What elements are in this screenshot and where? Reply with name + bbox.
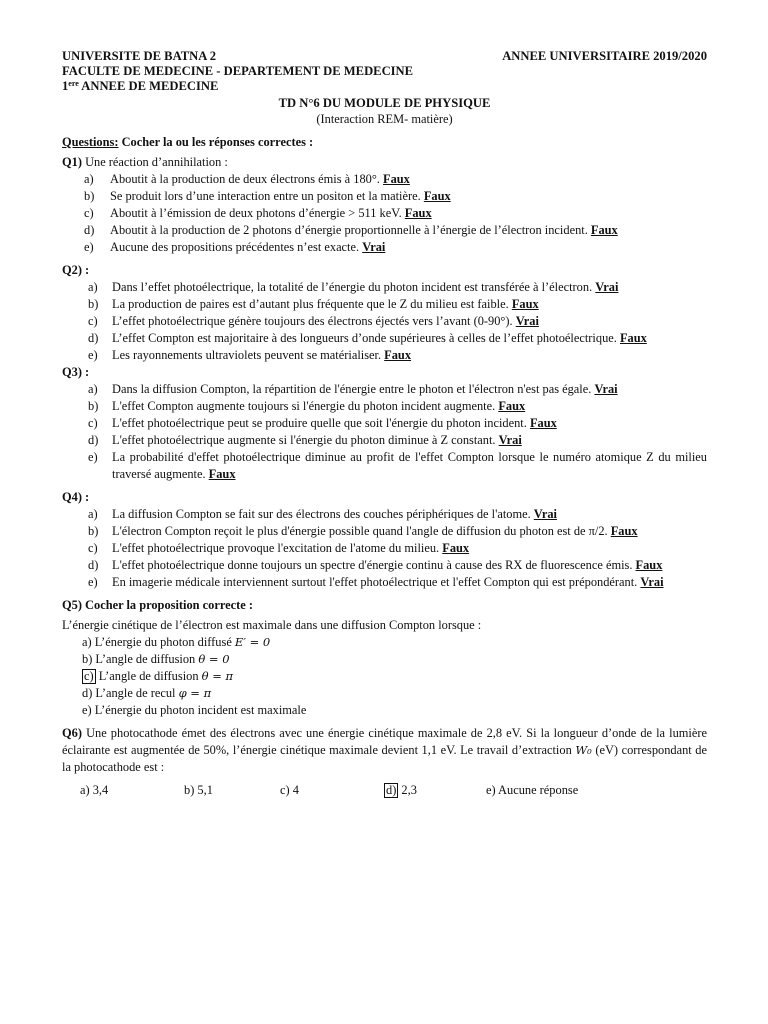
question-1-option-a: a) Aboutit à la production de deux électrons émis à 180°. Faux (84, 172, 410, 186)
question-6-options (62, 782, 707, 799)
faculty-name: FACULTE DE MEDECINE - DEPARTEMENT DE MEDECINE (62, 64, 414, 78)
document-subtitle: (Interaction REM- matière) (316, 112, 453, 126)
question-5-intro: L’énergie cinétique de l’électron est maximale dans une diffusion Compton lorsque : (62, 618, 482, 632)
university-name: UNIVERSITE DE BATNA 2 (62, 49, 217, 63)
question-5-option-e: e) L’énergie du photon incident est maximale (82, 703, 307, 717)
question-4-option-e: e) En imagerie médicale interviennent surtout l'effet photoélectrique et l'effet Compton qui est prépondérant. Vrai (88, 575, 664, 589)
question-4-options (62, 506, 707, 591)
question-1-option-d: d) Aboutit à la production de 2 photons d’énergie proportionnelle à l’énergie de l’électron incident. Faux (84, 223, 618, 237)
question-5-option-d: d) L’angle de recul φ = π (82, 686, 212, 700)
questions-body (62, 134, 707, 799)
selected-answer-box: c) (84, 669, 94, 683)
question-4-option-b: b) L'électron Compton reçoit le plus d'énergie possible quand l'angle de diffusion du photon est de π/2. Faux (88, 524, 638, 538)
question-5-option-a: a) L’énergie du photon diffusé E′ = 0 (82, 635, 271, 649)
question-2-options (62, 279, 707, 364)
document-header (62, 49, 707, 94)
question-1-option-b: b) Se produit lors d’une interaction entre un positon et la matière. Faux (84, 189, 451, 203)
question-3-option-d: d) L'effet photoélectrique augmente si l'énergie du photon diminue à Z constant. Vrai (88, 433, 522, 447)
question-5-option-c: c) L’angle de diffusion θ = π (84, 669, 234, 683)
academic-year: ANNEE UNIVERSITAIRE 2019/2020 (502, 49, 707, 63)
question-6-text: Q6) Une photocathode émet des électrons avec une énergie cinétique maximale de 2,8 eV. Si la longueur d’onde de la lumière éclairante est augmentée de 50%, l’énergie cinétique maximale devient 1,1 eV. Le travail d’extraction W₀ (eV) correspondant de la photocathode est : (62, 726, 707, 774)
selected-answer-box: d) (386, 783, 397, 797)
question-6-option-b: b) 5,1 (184, 783, 213, 797)
question-6-option-a: a) 3,4 (80, 783, 109, 797)
question-6-option-d: d) 2,3 (386, 783, 417, 797)
instruction-line: Questions: Cocher la ou les réponses correctes : (62, 135, 314, 149)
question-2-heading: Q2) : (62, 263, 90, 277)
question-1-option-e: e) Aucune des propositions précédentes n’est exacte. Vrai (84, 240, 386, 254)
question-1-heading: Q1) Une réaction d’annihilation : (62, 155, 228, 169)
question-3-heading: Q3) : (62, 365, 90, 379)
question-5-option-b: b) L’angle de diffusion θ = 0 (82, 652, 230, 666)
question-2-option-e: e) Les rayonnements ultraviolets peuvent se matérialiser. Faux (88, 348, 412, 362)
question-4-option-a: a) La diffusion Compton se fait sur des électrons des couches périphériques de l'atome. Vrai (88, 507, 557, 521)
question-6-option-e: e) Aucune réponse (486, 783, 579, 797)
question-3-option-c: c) L'effet photoélectrique peut se produire quelle que soit l'énergie du photon incident. Faux (88, 416, 557, 430)
question-1-option-c: c) Aboutit à l’émission de deux photons d’énergie > 511 keV. Faux (84, 206, 432, 220)
document-title: TD N°6 DU MODULE DE PHYSIQUE (278, 96, 491, 110)
question-3-options (62, 381, 707, 483)
question-3-option-b: b) L'effet Compton augmente toujours si l'énergie du photon incident augmente. Faux (88, 399, 526, 413)
question-3-option-e: e) La probabilité d'effet photoélectrique diminue au profit de l'effet Compton lorsque le numéro atomique Z du milieu traversé augmente. Faux (88, 450, 707, 481)
question-4-option-c: c) L'effet photoélectrique provoque l'excitation de l'atome du milieu. Faux (88, 541, 470, 555)
question-2-option-c: c) L’effet photoélectrique génère toujours des électrons éjectés vers l’avant (0-90°). Vrai (88, 314, 539, 328)
question-4-option-d: d) L'effet photoélectrique donne toujours un spectre d'énergie continu à cause des RX de fluorescence émis. Faux (88, 558, 663, 572)
question-2-option-b: b) La production de paires est d’autant plus fréquente que le Z du milieu est faible. Faux (88, 297, 539, 311)
question-1-options (62, 171, 707, 256)
question-6-option-c: c) 4 (280, 783, 299, 797)
question-3-option-a: a) Dans la diffusion Compton, la répartition de l'énergie entre le photon et l'électron n'est pas égale. Vrai (88, 382, 618, 396)
question-4-heading: Q4) : (62, 490, 90, 504)
question-2-option-d: d) L’effet Compton est majoritaire à des longueurs d’onde supérieures à celles de l’effet photoélectrique. Faux (88, 331, 647, 345)
question-5-heading: Q5) Cocher la proposition correcte : (62, 598, 253, 612)
question-2-option-a: a) Dans l’effet photoélectrique, la totalité de l’énergie du photon incident est transférée à l’électron. Vrai (88, 280, 619, 294)
study-level: 1ere ANNEE DE MEDECINE (62, 79, 219, 93)
question-5-options (62, 634, 707, 719)
